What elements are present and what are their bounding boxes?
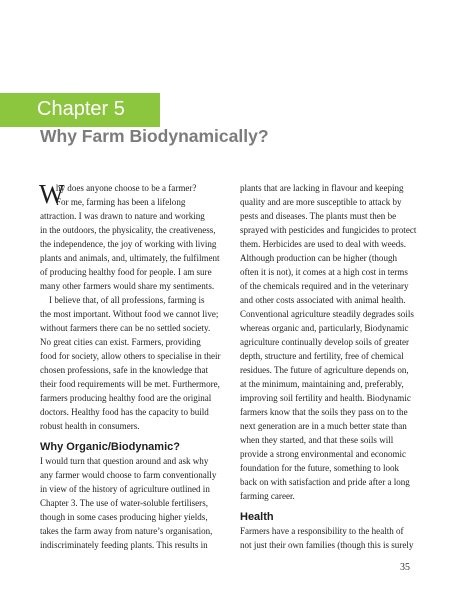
right-column	[240, 181, 423, 552]
left-section-text	[40, 454, 223, 552]
text-line: them. Herbicides are used to deal with weeds.	[240, 239, 407, 249]
text-line: Chapter 3. The use of water-soluble fertilisers,	[40, 498, 208, 508]
text-line: at the minimum, maintaining and, preferably,	[240, 379, 404, 389]
text-line: Farmers have a responsibility to the health of	[240, 526, 404, 536]
right-section-text	[240, 524, 423, 552]
text-line: in view of the history of agriculture outlined in	[40, 484, 210, 494]
text-line: indiscriminately feeding plants. This results in	[40, 540, 208, 550]
page-number: 35	[400, 562, 410, 573]
text-line: plants and animals, and, ultimately, the fulfilment	[40, 253, 220, 263]
text-line: when they started, and that these soils will	[240, 435, 394, 445]
text-line: sprayed with pesticides and fungicides to protect	[240, 225, 417, 235]
text-line: in the outdoors, the physicality, the creativeness,	[40, 225, 216, 235]
text-line: depth, structure and fertility, free of chemical	[240, 351, 404, 361]
text-line: not just their own families (though this is surely	[240, 540, 414, 550]
text-line: For me, farming has been a lifelong	[56, 197, 186, 207]
text-line: without farmers there can be no settled society.	[40, 323, 211, 333]
text-line: agriculture continually develop soils of greater	[240, 337, 410, 347]
text-line: Although production can be higher (though	[240, 253, 398, 263]
chapter-label: Chapter 5	[37, 98, 125, 120]
text-line: residues. The future of agriculture depends on,	[240, 365, 409, 375]
text-line: quality and are more susceptible to attack by	[240, 197, 402, 207]
text-line: I would turn that question around and ask why	[40, 456, 209, 466]
text-line: next generation are in a much better state than	[240, 421, 407, 431]
text-line: though in some cases producing higher yields,	[40, 512, 208, 522]
text-line: takes the farm away from nature’s organisation,	[40, 526, 213, 536]
text-line: Conventional agriculture steadily degrades soils	[240, 309, 414, 319]
text-line: farming career.	[240, 491, 295, 501]
text-line: of the chemicals required and in the veterinary	[240, 281, 409, 291]
right-body-text	[240, 181, 423, 503]
text-line: I believe that, of all professions, farming is	[40, 295, 205, 305]
text-line: whereas organic and, particularly, Biodynamic	[240, 323, 409, 333]
text-line: chosen professions, safe in the knowledge that	[40, 365, 209, 375]
text-line: food for society, allow others to specialise in their	[40, 351, 221, 361]
section-heading-health: Health	[240, 511, 274, 523]
text-line: and other costs associated with animal health.	[240, 295, 406, 305]
text-line: pests and diseases. The plants must then be	[240, 211, 397, 221]
left-body-text	[40, 209, 223, 433]
text-line: farmers producing healthy food are the original	[40, 393, 212, 403]
text-line: the most important. Without food we cannot live;	[40, 309, 219, 319]
text-line: often it is not), it comes at a high cost in terms	[240, 267, 408, 277]
text-line: improving soil fertility and health. Biodynamic	[240, 393, 411, 403]
text-line: plants that are lacking in flavour and keeping	[240, 183, 404, 193]
text-line: the independence, the joy of working with living	[40, 239, 217, 249]
section-heading-organic-biodynamic: Why Organic/Biodynamic?	[40, 441, 180, 453]
text-line: of producing healthy food for people. I am sure	[40, 267, 212, 277]
text-line: any farmer would choose to farm conventionally	[40, 470, 217, 480]
text-line: back on with satisfaction and pride after a long	[240, 477, 410, 487]
text-line: farmers know that the soils they pass on to the	[240, 407, 408, 417]
drop-cap: W	[39, 179, 65, 209]
text-line: No great cities can exist. Farmers, providing	[40, 337, 201, 347]
text-line: hy does anyone choose to be a farmer?	[56, 183, 197, 193]
intro-paragraph-start	[40, 181, 223, 209]
text-line: doctors. Healthy food has the capacity to build	[40, 407, 209, 417]
text-line: many other farmers would share my sentiments.	[40, 281, 215, 291]
text-line: their food requirements will be met. Furthermore,	[40, 379, 220, 389]
chapter-title: Why Farm Biodynamically?	[40, 126, 269, 146]
left-column	[40, 181, 223, 552]
text-line: attraction. I was drawn to nature and working	[40, 211, 205, 221]
text-line: foundation for the future, something to look	[240, 463, 400, 473]
text-line: provide a strong environmental and economic	[240, 449, 407, 459]
text-line: robust health in consumers.	[40, 421, 140, 431]
